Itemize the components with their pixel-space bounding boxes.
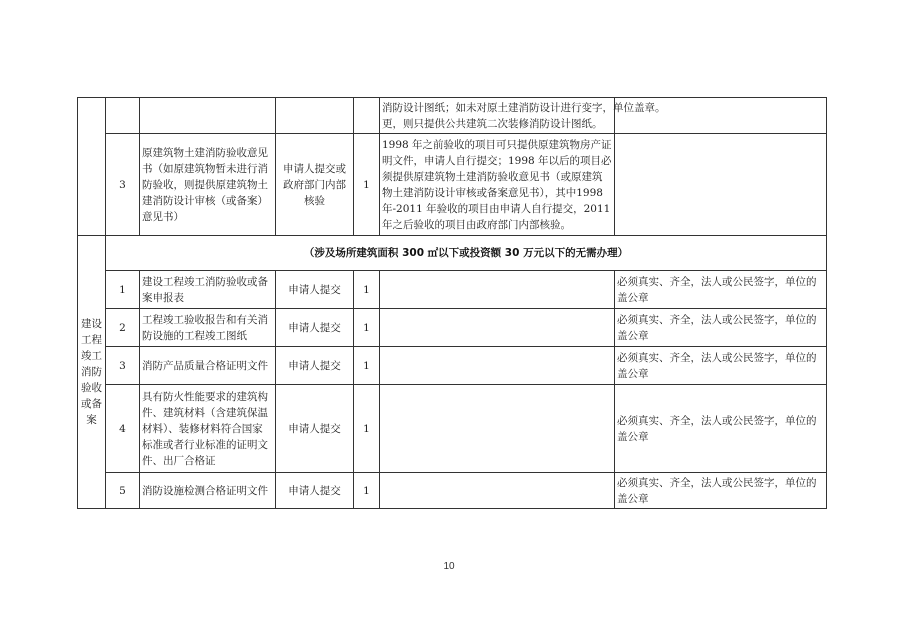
- note-line: 消防设计图纸；如未对原土建消防设计进行变字，单位盖章。: [382, 101, 666, 114]
- table-row: [78, 236, 827, 271]
- row-number: [106, 98, 140, 134]
- table-row: [78, 98, 827, 134]
- copy-count: 1: [354, 134, 380, 236]
- note-cell: [380, 347, 615, 385]
- page-number: 10: [443, 561, 455, 572]
- table-row: [78, 385, 827, 473]
- material-name: 建设工程竣工消防验收或备案申报表: [140, 271, 276, 309]
- copy-count: 1: [354, 271, 380, 309]
- note-cell: [380, 473, 615, 509]
- material-name: 消防设施检测合格证明文件: [140, 473, 276, 509]
- note-cell: [380, 271, 615, 309]
- material-name: [140, 98, 276, 134]
- row-number: 3: [106, 347, 140, 385]
- copy-count: [354, 98, 380, 134]
- table-row: [78, 347, 827, 385]
- submission-mode: 申请人提交: [276, 271, 354, 309]
- materials-table: [77, 97, 827, 509]
- row-number: 3: [106, 134, 140, 236]
- submission-mode: 申请人提交: [276, 309, 354, 347]
- copy-count: 1: [354, 347, 380, 385]
- section-header: （涉及场所建筑面积 300 ㎡以下或投资额 30 万元以下的无需办理）: [106, 236, 827, 271]
- submission-mode: 申请人提交: [276, 473, 354, 509]
- copy-count: 1: [354, 309, 380, 347]
- note-cell: [380, 309, 615, 347]
- note-cell: [380, 98, 666, 134]
- material-name: 原建筑物土建消防验收意见书（如原建筑物暂未进行消防验收，则提供原建筑物土建消防设计审核（或备案）意见书）: [140, 134, 276, 236]
- table-row: [78, 271, 827, 309]
- row-number: 4: [106, 385, 140, 473]
- note-cell: 1998 年之前验收的项目可只提供原建筑物房产证明文件，申请人自行提交；1998 年以后的项目必须提供原建筑物土建消防验收意见书（或原建筑物土建消防设计审核或备案意见书），其中1998 年-2011 年验收的项目由申请人自行提交，2011 年之后验收的项目由政府部门内部核验。: [380, 134, 615, 236]
- copy-count: 1: [354, 473, 380, 509]
- requirement-cell: 必须真实、齐全，法人或公民签字，单位的盖公章: [615, 385, 827, 473]
- requirement-cell: 必须真实、齐全，法人或公民签字，单位的盖公章: [615, 271, 827, 309]
- row-number: 5: [106, 473, 140, 509]
- material-name: 具有防火性能要求的建筑构件、建筑材料（含建筑保温材料）、装修材料符合国家标准或者行业标准的证明文件、出厂合格证: [140, 385, 276, 473]
- table-row: [78, 309, 827, 347]
- table-row: [78, 473, 827, 509]
- prev-section-cell: [78, 98, 106, 236]
- requirement-cell: 必须真实、齐全，法人或公民签字，单位的盖公章: [615, 473, 827, 509]
- note-line: 更，则只提供公共建筑二次装修消防设计图纸。: [382, 117, 603, 130]
- submission-mode: 申请人提交: [276, 385, 354, 473]
- submission-mode: 申请人提交或政府部门内部核验: [276, 134, 354, 236]
- requirement-cell: 必须真实、齐全，法人或公民签字，单位的盖公章: [615, 347, 827, 385]
- copy-count: 1: [354, 385, 380, 473]
- row-number: 2: [106, 309, 140, 347]
- section-title: 建设工程竣工消防验收或备案: [78, 236, 106, 509]
- table-row: [78, 134, 827, 236]
- submission-mode: [276, 98, 354, 134]
- requirement-cell: [615, 134, 827, 236]
- row-number: 1: [106, 271, 140, 309]
- material-name: 工程竣工验收报告和有关消防设施的工程竣工图纸: [140, 309, 276, 347]
- submission-mode: 申请人提交: [276, 347, 354, 385]
- note-cell: [380, 385, 615, 473]
- material-name: 消防产品质量合格证明文件: [140, 347, 276, 385]
- requirement-cell: 必须真实、齐全，法人或公民签字，单位的盖公章: [615, 309, 827, 347]
